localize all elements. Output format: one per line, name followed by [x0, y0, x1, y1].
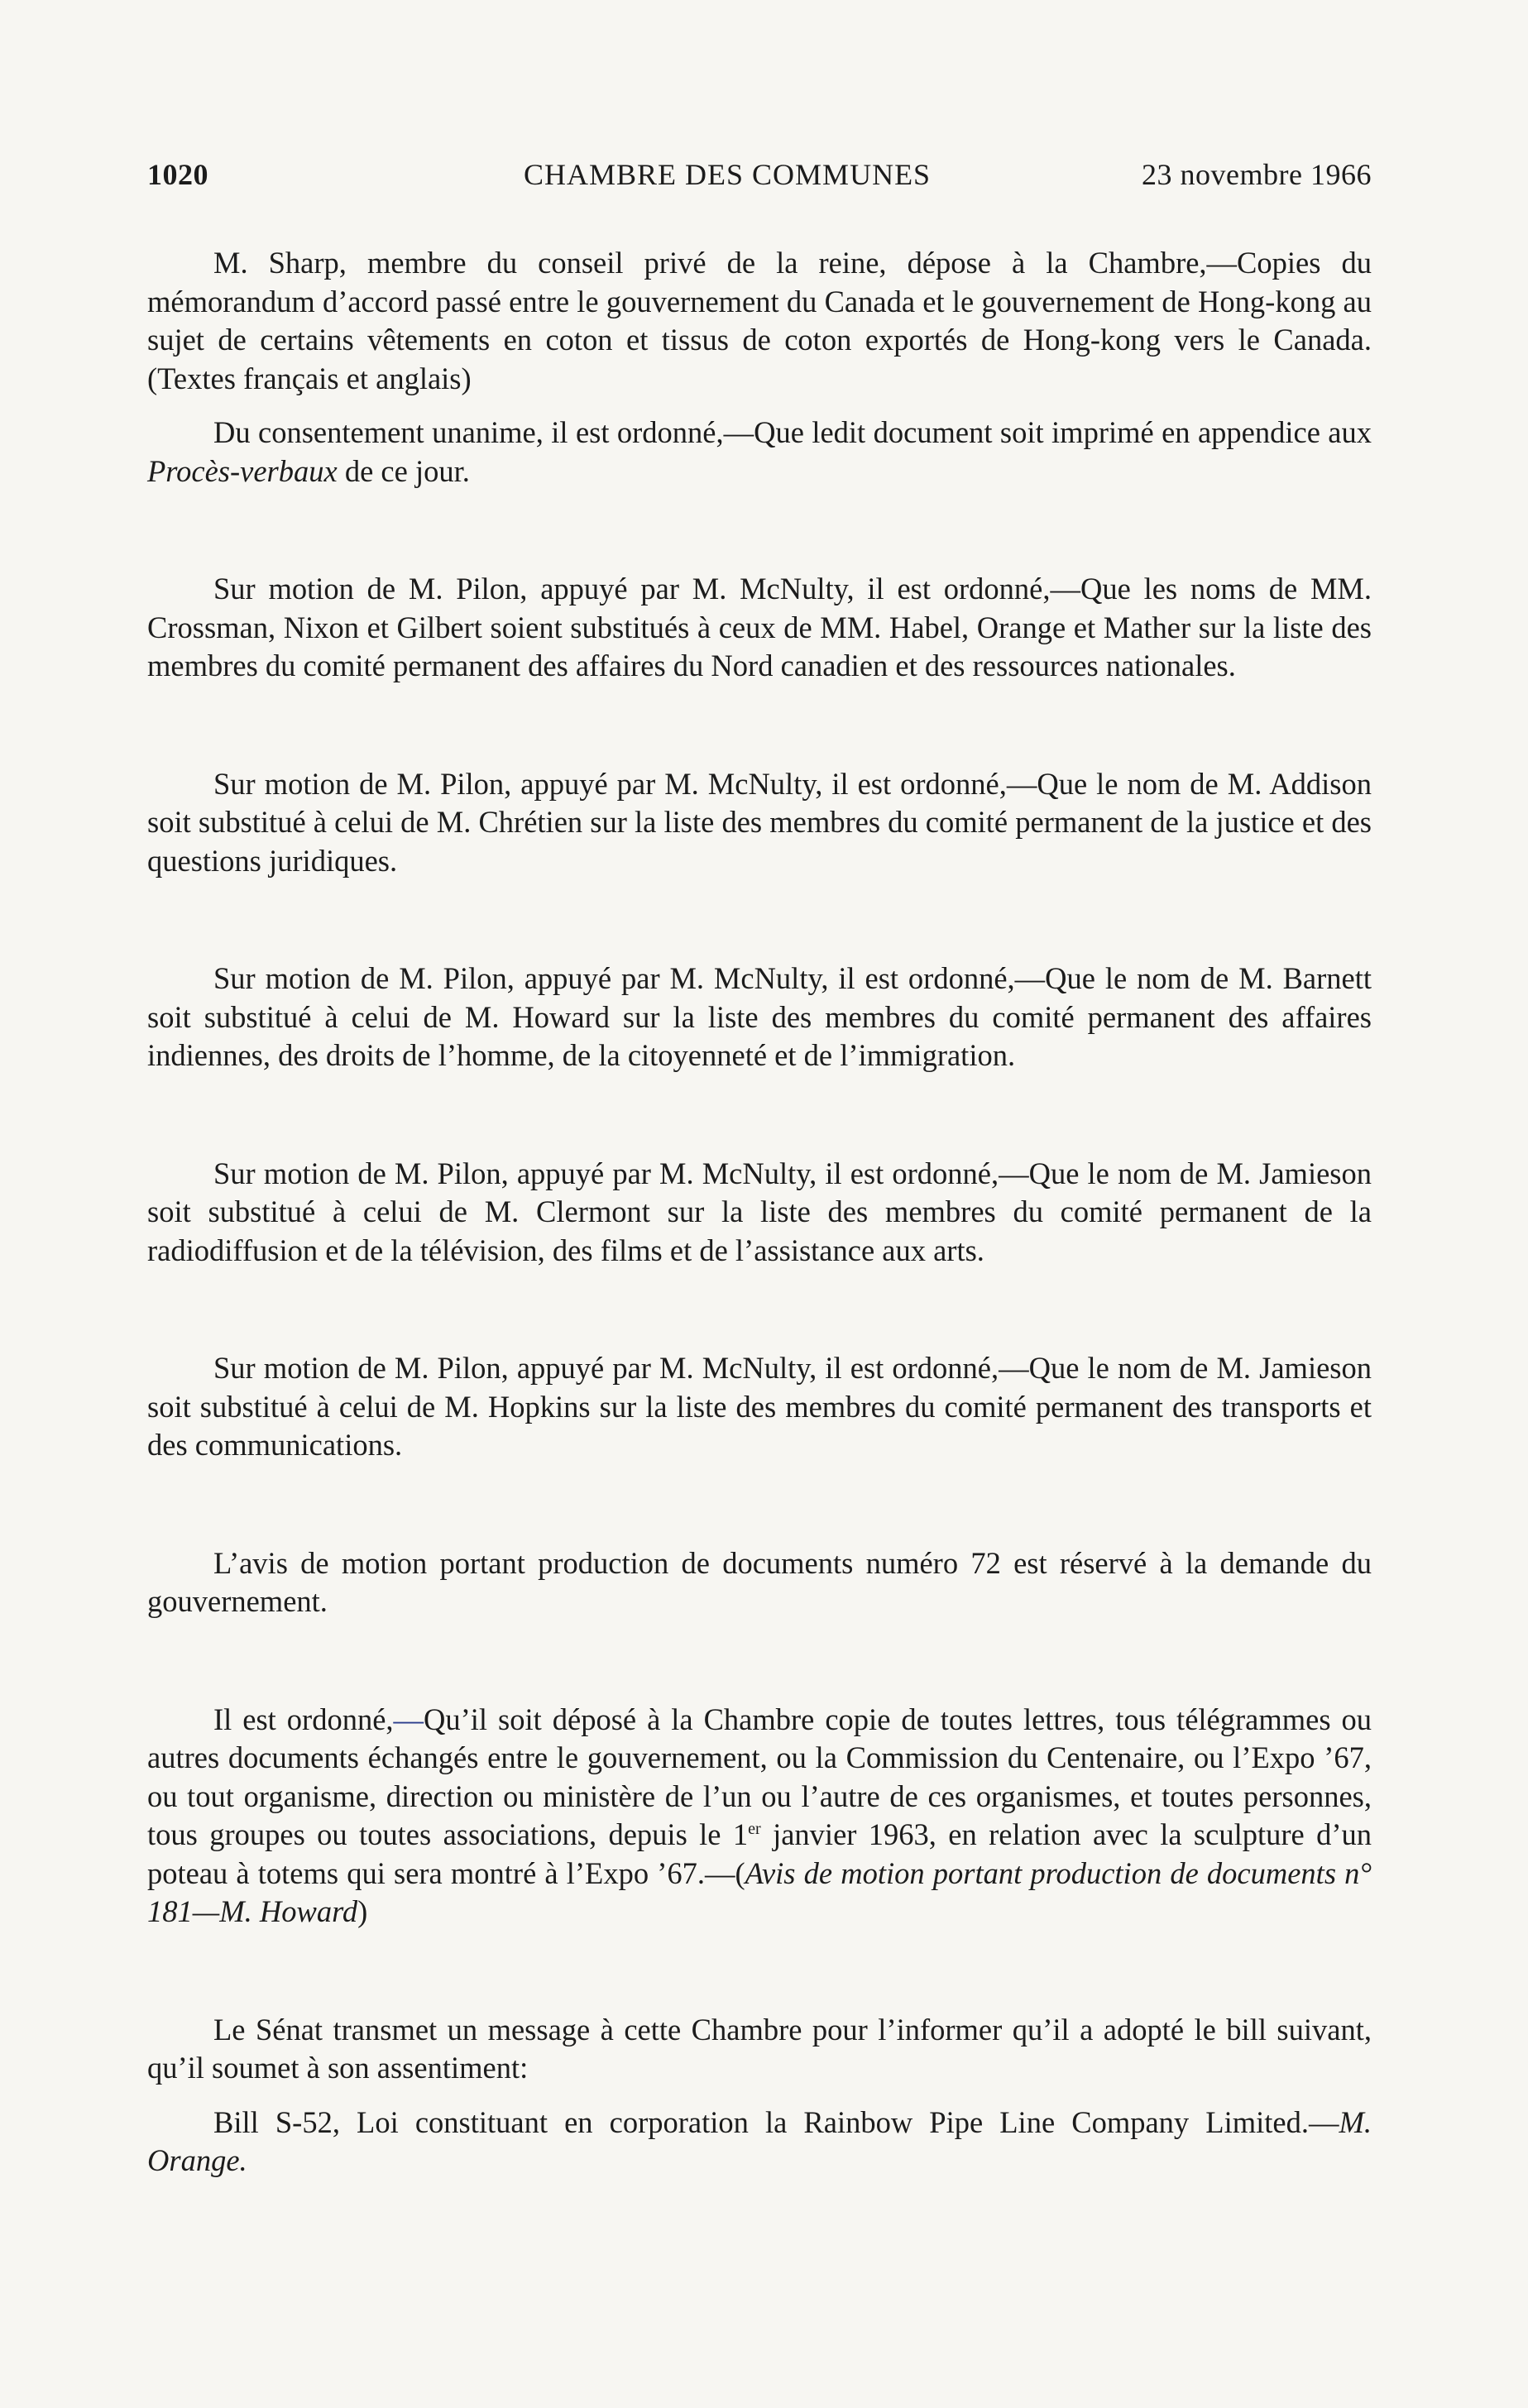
paragraph-order-totem-pole	[147, 1701, 1372, 1932]
text-run: janvier 1963, en relation avec la sculpture d’un poteau à totems qui sera montré à l’Expo ’67.—(	[147, 1817, 1372, 1890]
text-run: Qu’il soit déposé à la Chambre copie de toutes lettres, tous télégrammes ou autres documents échangés entre le gouvernement, ou la Commission du Centenaire, ou l’Expo ’67, ou tout organisme, direction ou ministère de l’un ou l’autre de ces organismes, et toutes personnes, tous groupes ou toutes associations, depuis le 1	[147, 1702, 1372, 1851]
superscript-run: er	[748, 1819, 761, 1838]
italic-run: Procès-verbaux	[147, 453, 338, 488]
dash-run: —	[393, 1702, 424, 1736]
text-run: Du consentement unanime, il est ordonné,—Que ledit document soit imprimé en appendice aux	[213, 415, 1372, 449]
paragraph-sharp-deposit: M. Sharp, membre du conseil privé de la reine, dépose à la Chambre,—Copies du mémorandum d’accord passé entre le gouvernement du Canada et le gouvernement de Hong-kong au sujet de certains vêtements en coton et tissus de coton exportés de Hong-kong vers le Canada. (Textes français et anglais)	[147, 246, 1372, 395]
page-header	[147, 157, 1372, 200]
text-run: Il est ordonné,	[213, 1702, 394, 1736]
text-run: Bill S-52, Loi constituant en corporation la Rainbow Pipe Line Company Limited.—	[213, 2104, 1339, 2139]
text-run: de ce jour.	[337, 453, 470, 488]
paragraph-motion-justice: Sur motion de M. Pilon, appuyé par M. McNulty, il est ordonné,—Que le nom de M. Addison soit substitué à celui de M. Chrétien sur la liste des membres du comité permanent de la justice et des questions juridiques.	[147, 766, 1372, 878]
paragraph-senate-message: Le Sénat transmet un message à cette Chambre pour l’informer qu’il a adopté le bill suivant, qu’il soumet à son assentiment:	[147, 2012, 1372, 2085]
paragraph-motion-northern-affairs: Sur motion de M. Pilon, appuyé par M. McNulty, il est ordonné,—Que les noms de MM. Crossman, Nixon et Gilbert soient substitués à ceux de MM. Habel, Orange et Mather sur la liste des membres du comité permanent des affaires du Nord canadien et des ressources nationales.	[147, 572, 1372, 682]
paragraph-notice-reserved: L’avis de motion portant production de documents numéro 72 est réservé à la demande du gouvernement.	[147, 1545, 1372, 1618]
paragraph-bill-s52	[147, 2104, 1372, 2181]
paragraph-motion-transport: Sur motion de M. Pilon, appuyé par M. McNulty, il est ordonné,—Que le nom de M. Jamieson soit substitué à celui de M. Hopkins sur la liste des membres du comité permanent des transports et des communications.	[147, 1351, 1372, 1462]
page-number: 1020	[147, 158, 208, 191]
paragraph-unanimous-consent	[147, 414, 1372, 491]
text-run: )	[357, 1894, 368, 1928]
paragraph-motion-broadcasting: Sur motion de M. Pilon, appuyé par M. McNulty, il est ordonné,—Que le nom de M. Jamieson soit substitué à celui de M. Clermont sur la liste des membres du comité permanent de la radiodiffusion et de la télévision, des films et de l’assistance aux arts.	[147, 1156, 1372, 1267]
page-date: 23 novembre 1966	[1142, 158, 1372, 191]
paragraph-motion-indian-affairs: Sur motion de M. Pilon, appuyé par M. McNulty, il est ordonné,—Que le nom de M. Barnett soit substitué à celui de M. Howard sur la liste des membres du comité permanent des affaires indiennes, des droits de l’homme, de la citoyenneté et de l’immigration.	[147, 961, 1372, 1072]
publication-title: CHAMBRE DES COMMUNES	[524, 158, 932, 191]
italic-run: M. Orange.	[147, 2104, 1372, 2177]
italic-run: Avis de motion portant production de documents n° 181—M. Howard	[147, 1855, 1372, 1928]
page-body	[147, 244, 1372, 2181]
